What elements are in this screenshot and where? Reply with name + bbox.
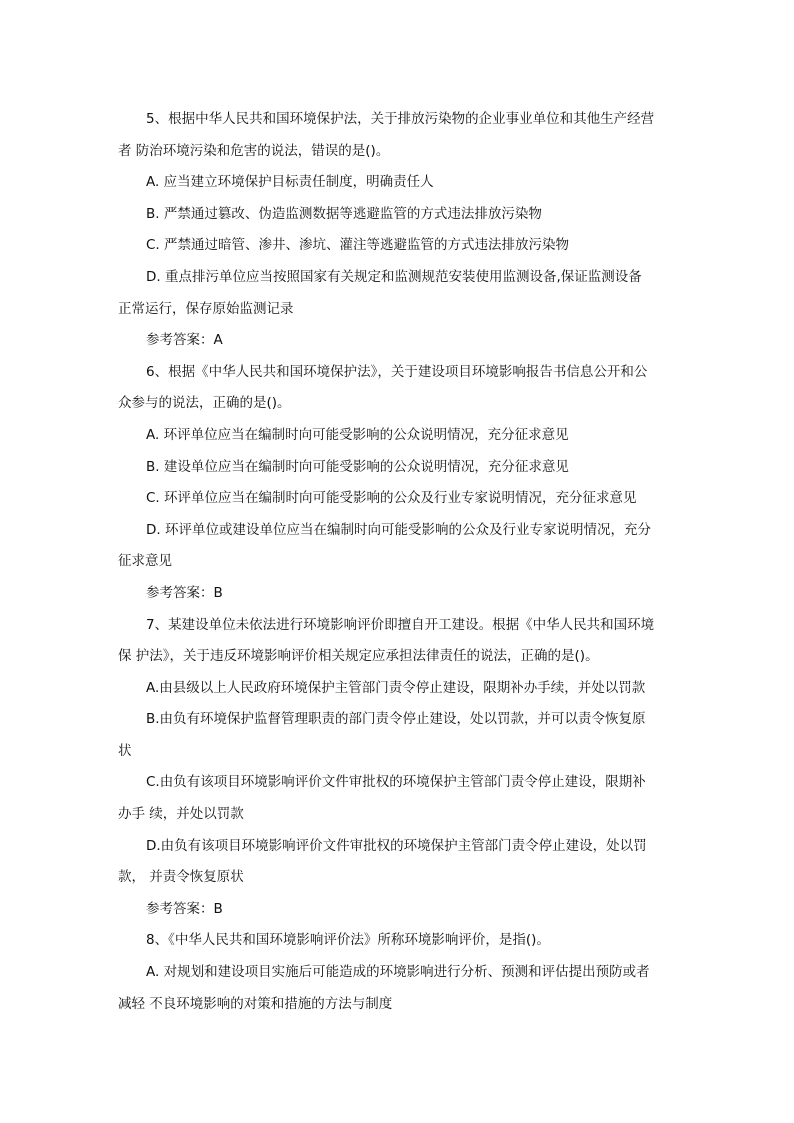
question-list (118, 104, 674, 1020)
option-c: C. 严禁通过暗管、渗井、渗坑、灌注等逃避监管的方式违法排放污染物 (146, 237, 570, 254)
question-5 (118, 104, 674, 357)
option-d-continued: 正常运行，保存原始监测记录 (118, 300, 294, 317)
question-7 (118, 610, 674, 926)
option-d-continued: 款， 并责令恢复原状 (118, 869, 244, 886)
option-d: D. 环评单位或建设单位应当在编制时向可能受影响的公众及行业专家说明情况，充分 (146, 521, 651, 538)
option-d: D.由负有该项目环境影响评价文件审批权的环境保护主管部门责令停止建设，处以罚 (146, 837, 647, 854)
option-a: A. 应当建立环境保护目标责任制度，明确责任人 (146, 174, 434, 191)
option-d: D. 重点排污单位应当按照国家有关规定和监测规范安装使用监测设备,保证监测设备 (146, 268, 642, 285)
option-a-continued: 减轻 不良环境影响的对策和措施的方法与制度 (118, 995, 393, 1012)
answer: 参考答案：A (146, 332, 223, 349)
option-a: A.由县级以上人民政府环境保护主管部门责令停止建设，限期补办手续，并处以罚款 (146, 679, 646, 696)
option-c-continued: 办手 续，并处以罚款 (118, 806, 244, 823)
option-b: B.由负有环境保护监督管理职责的部门责令停止建设，处以罚款，并可以责令恢复原 (146, 711, 646, 728)
option-b-continued: 状 (118, 742, 132, 759)
option-d-continued: 征求意见 (118, 553, 172, 570)
option-c: C. 环评单位应当在编制时向可能受影响的公众及行业专家说明情况，充分征求意见 (146, 490, 637, 507)
answer: 参考答案：B (146, 900, 223, 917)
option-c: C.由负有该项目环境影响评价文件审批权的环境保护主管部门责令停止建设，限期补 (146, 774, 646, 791)
question-stem-line: 7、某建设单位未依法进行环境影响评价即擅自开工建设。根据《中华人民共和国环境 (146, 616, 655, 633)
question-stem-line: 众参与的说法，正确的是()。 (118, 395, 291, 412)
question-stem-line: 保 护法》，关于违反环境影响评价相关规定应承担法律责任的说法，正确的是()。 (118, 648, 599, 665)
option-b: B. 建设单位应当在编制时向可能受影响的公众说明情况，充分征求意见 (146, 458, 569, 475)
question-8 (118, 925, 674, 1020)
option-b: B. 严禁通过篡改、伪造监测数据等逃避监管的方式违法排放污染物 (146, 205, 542, 222)
option-a: A. 对规划和建设项目实施后可能造成的环境影响进行分析、预测和评估提出预防或者 (146, 964, 650, 981)
option-a: A. 环评单位应当在编制时向可能受影响的公众说明情况，充分征求意见 (146, 426, 569, 443)
answer: 参考答案：B (146, 584, 223, 601)
question-stem-line: 8、《中华人民共和国环境影响评价法》所称环境影响评价，是指()。 (146, 932, 550, 949)
question-stem-line: 6、根据《中华人民共和国环境保护法》，关于建设项目环境影响报告书信息公开和公 (146, 363, 648, 380)
question-stem-line: 者 防治环境污染和危害的说法，错误的是()。 (118, 142, 390, 159)
question-stem-line: 5、根据中华人民共和国环境保护法，关于排放污染物的企业事业单位和其他生产经营 (146, 111, 655, 127)
question-6 (118, 357, 674, 610)
